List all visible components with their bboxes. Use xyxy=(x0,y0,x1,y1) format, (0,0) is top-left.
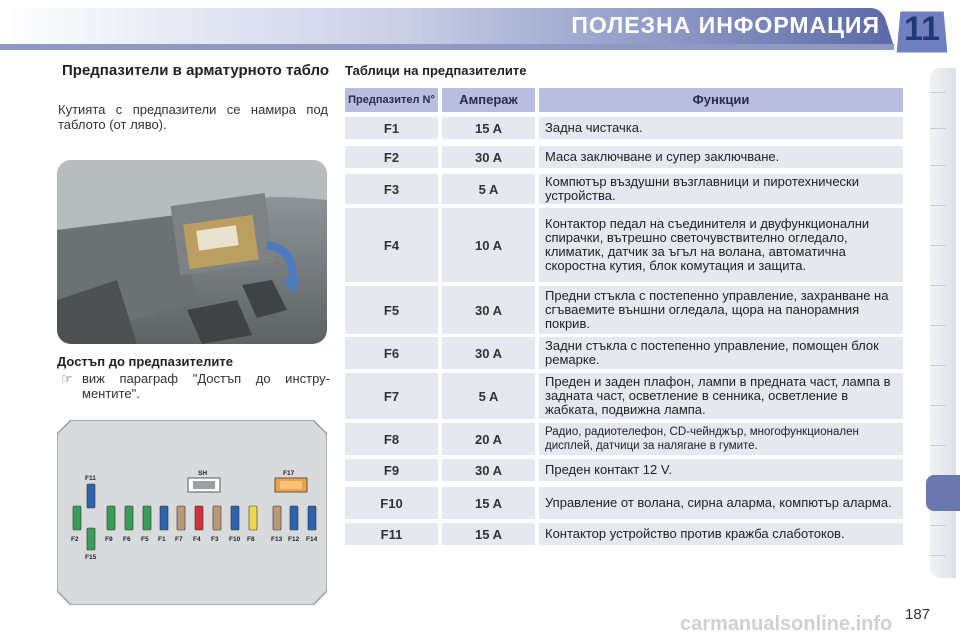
tab-divider xyxy=(930,525,946,526)
cell-function: Контактор устройство против кражба слаботоков. xyxy=(539,523,903,545)
f17-maxifuse-body xyxy=(280,481,302,489)
label-f12: F12 xyxy=(288,536,300,543)
sh-shunt-body xyxy=(193,481,215,489)
fuse-f6 xyxy=(125,506,133,530)
label-f11: F11 xyxy=(85,475,96,482)
label-f13: F13 xyxy=(271,536,283,543)
cell-function: Преден и заден плафон, лампи в предната част, лампа в задната част, осветление в сенника, осветление в жабката, подвижна лампа. xyxy=(539,373,903,419)
fuse-f7 xyxy=(177,506,185,530)
fuse-f15 xyxy=(87,528,95,550)
fuse-f2 xyxy=(73,506,81,530)
header-functions: Функции xyxy=(539,88,903,112)
cell-fuse-number: F1 xyxy=(345,117,438,139)
cell-amperage: 5 A xyxy=(442,174,535,204)
cell-amperage: 15 A xyxy=(442,117,535,139)
label-f14: F14 xyxy=(306,536,318,543)
tab-divider xyxy=(930,285,946,286)
tab-divider xyxy=(930,445,946,446)
fuse-f5 xyxy=(143,506,151,530)
cell-fuse-number: F8 xyxy=(345,423,438,455)
cell-function: Компютър въздушни възглавници и пиротехнически устройства. xyxy=(539,174,903,204)
tab-divider xyxy=(930,555,946,556)
dashboard-fusebox-photo xyxy=(57,160,327,344)
cell-fuse-number: F11 xyxy=(345,523,438,545)
cell-amperage: 15 A xyxy=(442,487,535,519)
tab-divider xyxy=(930,165,946,166)
header-amperage: Ампераж xyxy=(442,88,535,112)
chapter-number: 11 xyxy=(904,10,940,48)
tab-divider xyxy=(930,205,946,206)
cell-amperage: 30 A xyxy=(442,146,535,168)
label-f6: F6 xyxy=(123,536,131,543)
cell-function: Управление от волана, сирна аларма, компютър аларма. xyxy=(539,487,903,519)
access-reference-text: виж параграф "Достъп до инстру-ментите". xyxy=(82,371,330,401)
cell-amperage: 10 A xyxy=(442,208,535,282)
tab-divider xyxy=(930,245,946,246)
fuse-f3 xyxy=(213,506,221,530)
section-body-text: Кутията с предпазители се намира под таблото (от ляво). xyxy=(58,102,328,132)
cell-amperage: 30 A xyxy=(442,459,535,481)
label-f4: F4 xyxy=(193,536,201,543)
cell-fuse-number: F3 xyxy=(345,174,438,204)
cell-fuse-number: F4 xyxy=(345,208,438,282)
cell-function: Задна чистачка. xyxy=(539,117,903,139)
cell-fuse-number: F5 xyxy=(345,286,438,334)
tab-divider xyxy=(930,92,946,93)
pointing-hand-icon: ☞ xyxy=(61,371,73,386)
label-f5: F5 xyxy=(141,536,149,543)
active-chapter-tab[interactable] xyxy=(926,475,960,511)
fuse-f10 xyxy=(231,506,239,530)
cell-amperage: 5 A xyxy=(442,373,535,419)
watermark: carmanualsonline.info xyxy=(680,613,893,635)
fuse-f1 xyxy=(160,506,168,530)
cell-amperage: 30 A xyxy=(442,337,535,369)
label-f7: F7 xyxy=(175,536,183,543)
tab-divider xyxy=(930,325,946,326)
fuse-f14 xyxy=(308,506,316,530)
label-f1: F1 xyxy=(158,536,166,543)
page-number: 187 xyxy=(905,606,931,623)
cell-fuse-number: F10 xyxy=(345,487,438,519)
label-f3: F3 xyxy=(211,536,219,543)
page-header-title: ПОЛЕЗНА ИНФОРМАЦИЯ xyxy=(571,12,880,38)
fuse-f9 xyxy=(107,506,115,530)
cell-amperage: 15 A xyxy=(442,523,535,545)
label-f10: F10 xyxy=(229,536,241,543)
header-fuse-number: Предпазител N° xyxy=(345,88,438,112)
label-f15: F15 xyxy=(85,554,97,561)
fusebox-diagram xyxy=(57,420,327,605)
cell-amperage: 20 A xyxy=(442,423,535,455)
cell-function: Задни стъкла с постепенно управление, помощен блок ремарке. xyxy=(539,337,903,369)
cell-amperage: 30 A xyxy=(442,286,535,334)
fuse-f4 xyxy=(195,506,203,530)
label-f2: F2 xyxy=(71,536,79,543)
cell-fuse-number: F9 xyxy=(345,459,438,481)
cell-function: Преден контакт 12 V. xyxy=(539,459,903,481)
cell-function: Маса заключване и супер заключване. xyxy=(539,146,903,168)
tab-divider xyxy=(930,128,946,129)
cell-function: Предни стъкла с постепенно управление, захранване на сгъваемите външни огледала, щора на панорамния покрив. xyxy=(539,286,903,334)
table-title: Таблици на предпазителите xyxy=(345,63,527,78)
fuse-f8 xyxy=(249,506,257,530)
label-sh: SH xyxy=(198,470,208,477)
tab-divider xyxy=(930,365,946,366)
label-f17: F17 xyxy=(283,470,295,477)
label-f8: F8 xyxy=(247,536,255,543)
cell-fuse-number: F2 xyxy=(345,146,438,168)
section-title: Предпазители в арматурното табло xyxy=(62,62,330,79)
label-f9: F9 xyxy=(105,536,113,543)
cell-fuse-number: F7 xyxy=(345,373,438,419)
fuse-f13 xyxy=(273,506,281,530)
fuse-f11 xyxy=(87,484,95,508)
cell-function: Радио, радиотелефон, CD-чейнджър, многофункционален дисплей, датчици за налягане в гумите. xyxy=(539,423,903,455)
fuse-f12 xyxy=(290,506,298,530)
cell-function: Контактор педал на съединителя и двуфункционални спирачки, вътрешно светочувствително огледало, климатик, датчик за ъгъл на волана, автоматична скоростна кутия, блок комутация и защита. xyxy=(539,208,903,282)
access-heading: Достъп до предпазителите xyxy=(57,354,233,369)
cell-fuse-number: F6 xyxy=(345,337,438,369)
tab-divider xyxy=(930,405,946,406)
